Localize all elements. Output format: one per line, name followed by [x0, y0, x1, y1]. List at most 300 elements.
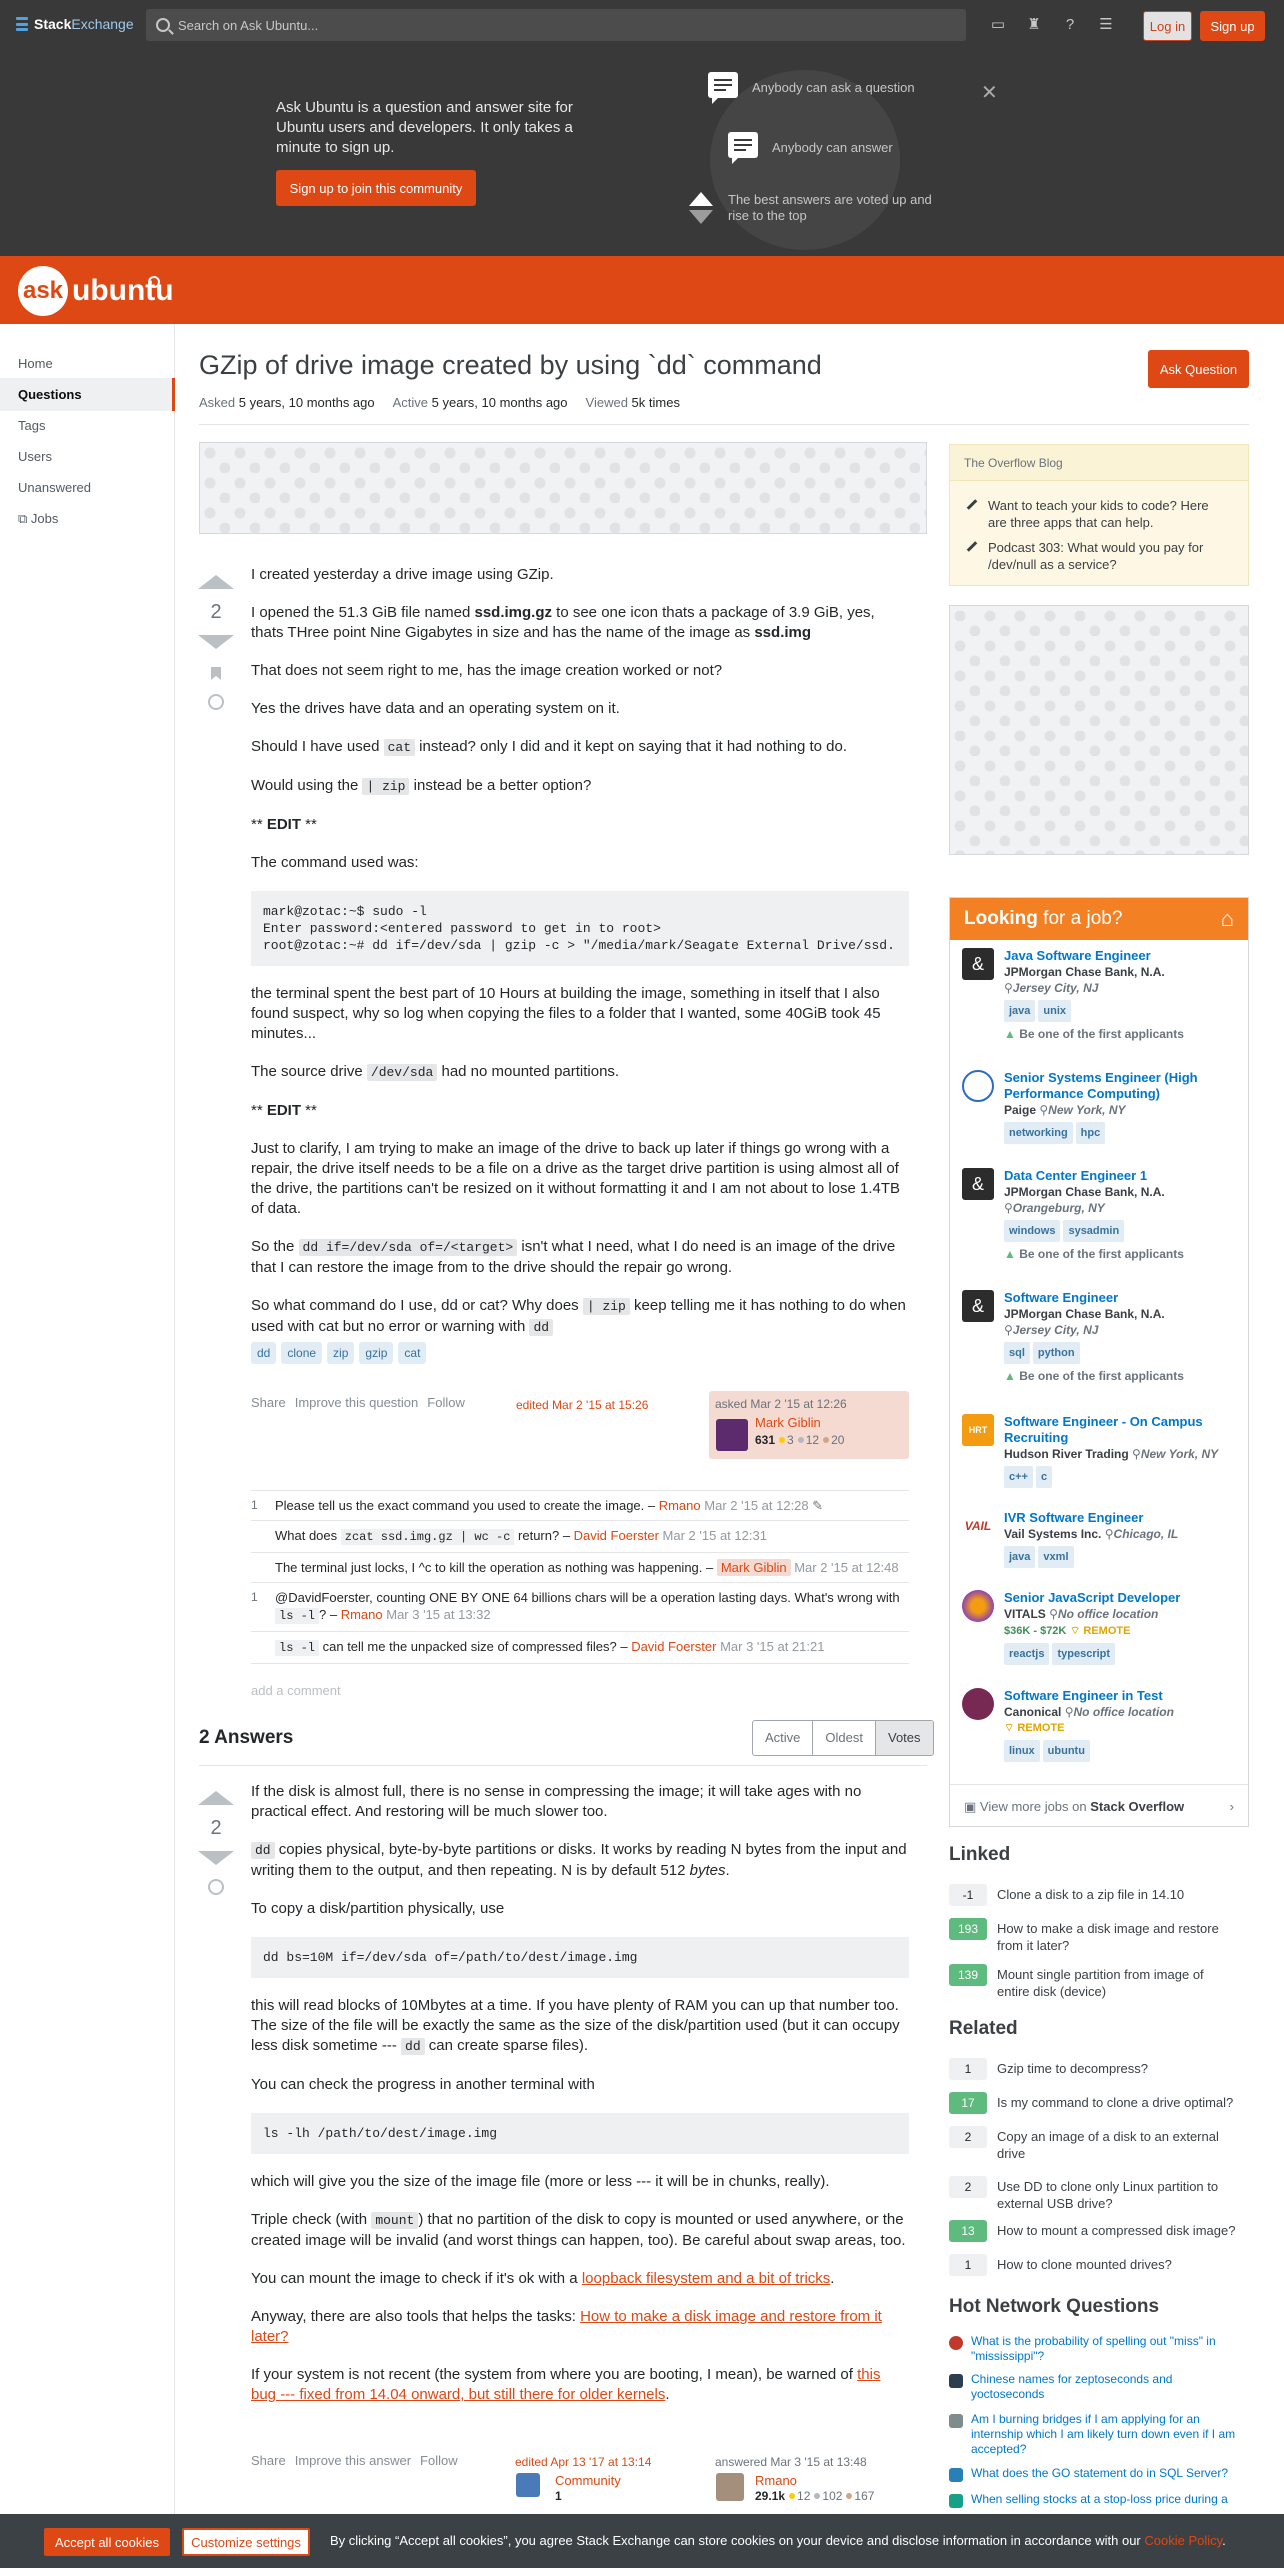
text: this will read blocks of 10Mbytes at a time. If you have plenty of RAM you can up that number too. The size of the file will be exactly the same as the size of the disk/partition used (but it can occupy less disk sometime ---: [251, 1997, 900, 2054]
improve-link[interactable]: Improve this question: [294, 1395, 419, 1410]
linked-heading: Linked: [949, 1844, 1011, 1865]
tag-gzip[interactable]: gzip: [359, 1342, 393, 1364]
follow-link[interactable]: Follow: [420, 2453, 458, 2468]
nav-tags[interactable]: Tags: [18, 418, 46, 433]
downvote-icon[interactable]: [198, 635, 234, 649]
user-reputation: [755, 1433, 844, 1447]
linked-question-title[interactable]: Clone a disk to a zip file in 14.10: [997, 1887, 1185, 1902]
job-company: JPMorgan Chase Bank, N.A.: [1004, 965, 1165, 979]
inline-code: ls -l: [275, 1640, 319, 1656]
job-title[interactable]: [1004, 1070, 1234, 1148]
site-switcher-icon[interactable]: ☰: [1099, 16, 1113, 33]
user-reputation: [755, 2489, 874, 2503]
score-badge: 17: [949, 2092, 987, 2114]
answer-paragraph: [251, 1840, 909, 1881]
cookie-message: By clicking “Accept all cookies”, you agree Stack Exchange can store cookies on your device and disclose information in accordance with our: [330, 2533, 1145, 2548]
gold-count: 12: [797, 2489, 811, 2503]
note-text: Be one of the first applicants: [1019, 1369, 1184, 1383]
job-company: JPMorgan Chase Bank, N.A.: [1004, 1307, 1165, 1321]
comment-date[interactable]: Mar 3 '15 at 13:32: [386, 1607, 491, 1622]
text: The source drive: [251, 1063, 367, 1080]
code-block: dd bs=10M if=/dev/sda of=/path/to/dest/image.img: [251, 1937, 909, 1978]
customize-settings-button[interactable]: Customize settings: [182, 2528, 310, 2556]
job-tag[interactable]: c: [1036, 1466, 1052, 1488]
inbox-icon[interactable]: ▭: [990, 16, 1006, 33]
site-icon: [949, 2336, 963, 2350]
logo-stack-text: Stack: [34, 16, 72, 32]
gold-badge-icon: [779, 1437, 785, 1443]
job-location: ⚲New York, NY: [1132, 1447, 1219, 1461]
job-location: ⚲Chicago, IL: [1104, 1527, 1179, 1541]
job-location: ⚲Jersey City, NJ: [1004, 1323, 1099, 1337]
comment-text: Please tell us the exact command you used to create the image. –: [275, 1498, 659, 1513]
hero-feature-answer: [728, 132, 893, 158]
reputation-score: 631: [755, 1433, 776, 1447]
downvote-icon[interactable]: [198, 1851, 234, 1865]
company-logo: [962, 1590, 994, 1622]
job-title[interactable]: [1004, 1168, 1234, 1262]
answer-vote-count: 2: [210, 1817, 222, 1839]
edited-link[interactable]: edited Mar 2 '15 at 15:26: [516, 1398, 649, 1412]
job-tag[interactable]: linux: [1004, 1740, 1040, 1762]
site-icon: [949, 2494, 963, 2508]
site-icon: [949, 2468, 963, 2482]
job-salary-line: [1004, 1622, 1234, 1639]
question-paragraph: [251, 737, 909, 758]
job-title-text[interactable]: Software Engineer: [1004, 1290, 1119, 1305]
job-title[interactable]: [1004, 1290, 1234, 1384]
comment-date[interactable]: Mar 2 '15 at 12:48: [794, 1560, 899, 1575]
sort-active-tab[interactable]: Active: [753, 1721, 813, 1755]
score-badge: 1: [949, 2254, 987, 2276]
related-question-title[interactable]: Gzip time to decompress?: [997, 2061, 1149, 2076]
question-body: [251, 565, 909, 1356]
site-icon: [949, 2414, 963, 2428]
bronze-badge-icon: [846, 2493, 852, 2499]
search-icon: [156, 18, 170, 32]
logo-exchange-text: Exchange: [71, 16, 134, 32]
silver-count: 102: [822, 2489, 843, 2503]
company-logo: [962, 1688, 994, 1720]
silver-badge-icon: [798, 1437, 804, 1443]
text: If your system is not recent (the system from where you are booting, I mean), be warned of: [251, 2366, 858, 2383]
active-value[interactable]: 5 years, 10 months ago: [431, 395, 568, 410]
inline-code: | zip: [583, 1298, 630, 1315]
related-question-title[interactable]: How to clone mounted drives?: [997, 2257, 1172, 2272]
related-question-title[interactable]: Copy an image of a disk to an external drive: [997, 2129, 1219, 2161]
history-icon[interactable]: [208, 694, 224, 710]
share-link[interactable]: Share: [251, 1395, 286, 1410]
job-title-text[interactable]: Software Engineer - On Campus Recruiting: [1004, 1414, 1203, 1445]
pencil-icon: [967, 541, 978, 552]
view-more-jobs-link[interactable]: [950, 1784, 1248, 1826]
silver-count: 12: [805, 1433, 820, 1447]
follow-link[interactable]: Follow: [427, 1395, 465, 1410]
help-icon[interactable]: ?: [1065, 15, 1075, 33]
text: Anyway, there are also tools that helps the tasks:: [251, 2308, 581, 2325]
up-arrow-icon: ▲: [1004, 1369, 1016, 1383]
job-title[interactable]: [1004, 1414, 1234, 1492]
job-title-text[interactable]: IVR Software Engineer: [1004, 1510, 1144, 1525]
site-header: [0, 256, 1284, 324]
reputation-score: 1: [555, 2489, 562, 2503]
text: **: [251, 816, 267, 833]
user-name[interactable]: Mark Giblin: [755, 1415, 821, 1430]
answer-paragraph: To copy a disk/partition physically, use: [251, 1900, 505, 1917]
job-company-line: [1004, 1526, 1234, 1542]
text: instead be a better option?: [409, 777, 592, 794]
briefcase-icon: ▣: [964, 1799, 980, 1814]
hero-feature-answer-text: Anybody can answer: [772, 140, 893, 155]
job-company-line: [1004, 1704, 1234, 1720]
hero-feature-votes: [688, 192, 938, 226]
nav-unanswered[interactable]: Unanswered: [18, 480, 91, 495]
score-badge: 2: [949, 2126, 987, 2148]
text: copies physical, byte-by-byte partitions or disks. It works by reading N bytes from the input and writing them to the output, and then repeating. N is by default 512: [251, 1841, 907, 1879]
job-location-text: Jersey City, NJ: [1012, 981, 1099, 995]
tag-dd[interactable]: dd: [251, 1342, 276, 1364]
related-question-title[interactable]: Use DD to clone only Linux partition to external USB drive?: [997, 2179, 1219, 2211]
job-tag[interactable]: windows: [1004, 1220, 1060, 1242]
search-placeholder: Search on Ask Ubuntu...: [178, 17, 319, 33]
comment-score: 1: [251, 1498, 258, 1512]
text: **: [301, 1102, 317, 1119]
blog-item-link[interactable]: Want to teach your kids to code? Here are three apps that can help.: [988, 498, 1209, 530]
company-logo: &: [962, 1168, 994, 1200]
text: I opened the 51.3 GiB file named: [251, 604, 475, 621]
overflow-blog-widget: [949, 444, 1249, 586]
question-paragraph: I created yesterday a drive image using GZip.: [251, 566, 554, 583]
search-input[interactable]: [146, 9, 966, 41]
job-tags: [1004, 1342, 1234, 1364]
remote-badge: [1004, 1720, 1234, 1736]
divider: [199, 424, 1249, 425]
question-vote-cell: [198, 575, 234, 710]
job-tag[interactable]: sql: [1004, 1342, 1030, 1364]
text: had no mounted partitions.: [437, 1063, 620, 1080]
answer-paragraph: [251, 2365, 909, 2405]
wifi-icon: ⌔: [1004, 1722, 1015, 1734]
job-title-text[interactable]: Software Engineer in Test: [1004, 1688, 1163, 1703]
comment: [251, 1520, 909, 1552]
ask-question-button[interactable]: Ask Question: [1148, 350, 1249, 388]
improve-link[interactable]: Improve this answer: [294, 2453, 412, 2468]
inline-code: /dev/sda: [367, 1064, 437, 1081]
up-arrow-icon: ▲: [1004, 1027, 1016, 1041]
sort-oldest-tab[interactable]: Oldest: [813, 1721, 876, 1755]
comment-date[interactable]: Mar 3 '15 at 21:21: [720, 1639, 825, 1654]
job-location-text: No office location: [1057, 1607, 1159, 1621]
job-title-text[interactable]: Data Center Engineer 1: [1004, 1168, 1148, 1183]
signup-button[interactable]: Sign up: [1200, 11, 1265, 41]
answer-owner-card: [709, 2449, 909, 2509]
comment-text: ? –: [319, 1607, 341, 1622]
answer-paragraph: You can check the progress in another terminal with: [251, 2076, 595, 2093]
inline-code: ls -l: [275, 1608, 319, 1624]
sidebar-advertisement: [949, 605, 1249, 855]
user-name[interactable]: Rmano: [755, 2473, 797, 2488]
answer-paragraph: [251, 1996, 909, 2057]
question-paragraph: [251, 1296, 909, 1338]
answer-sort-tabs: [752, 1720, 934, 1756]
job-company: JPMorgan Chase Bank, N.A.: [1004, 1185, 1165, 1199]
avatar[interactable]: [716, 1419, 748, 1451]
job-location: ⚲No office location: [1049, 1607, 1159, 1621]
bold-text: EDIT: [266, 816, 302, 833]
signup-hero: [0, 50, 1284, 256]
bug-link[interactable]: this bug --- fixed from 14.04 onward, but still there for older kernels: [251, 2366, 881, 2403]
job-salary: $36K - $72K: [1004, 1625, 1067, 1637]
text: to see one icon thats a package of 3.9 GiB, yes, thats THree point Nine Gigabytes in size and has the name of the image as: [251, 604, 875, 641]
text: .: [665, 2386, 670, 2403]
text: keep telling me it has nothing to do when used with cat but no error or warning with: [251, 1297, 906, 1335]
inline-code: mount: [371, 2212, 418, 2229]
login-button[interactable]: Log in: [1143, 11, 1192, 41]
viewed-label: Viewed: [585, 395, 628, 410]
job-tag[interactable]: python: [1033, 1342, 1080, 1364]
upvote-icon[interactable]: [198, 1791, 234, 1805]
nav-users[interactable]: Users: [18, 449, 52, 464]
question-paragraph: [251, 1062, 909, 1083]
edit-marker: [251, 815, 909, 835]
nav-jobs[interactable]: [18, 511, 58, 527]
comment-author[interactable]: Rmano: [658, 1498, 701, 1513]
bookmark-icon[interactable]: [211, 667, 221, 680]
job-tag[interactable]: c++: [1004, 1466, 1033, 1488]
linked-question-title[interactable]: How to make a disk image and restore from it later?: [997, 1921, 1219, 1953]
job-title[interactable]: [1004, 1510, 1234, 1572]
job-title[interactable]: [1004, 1590, 1234, 1669]
question-paragraph: Just to clarify, I am trying to make an image of the drive to back up later if things go wrong with a repair, the drive itself needs to be a file on a drive as the target drive partition is using almost all of the drive, the partitions can't be resized on it without formatting it and I am not about to lose 1.4TB of data.: [251, 1140, 901, 1217]
hero-signup-button[interactable]: Sign up to join this community: [276, 170, 476, 206]
answer-paragraph: [251, 2269, 909, 2289]
score-badge: 2: [949, 2176, 987, 2198]
jobs-header-bold: Looking: [964, 908, 1038, 929]
italic-text: bytes: [689, 1862, 726, 1879]
accept-cookies-button[interactable]: Accept all cookies: [44, 2528, 170, 2556]
logo-ubuntu-text: ubuntu: [72, 274, 174, 307]
score-badge: 139: [949, 1964, 987, 1986]
job-tag[interactable]: unix: [1038, 1000, 1071, 1022]
job-company-line: [1004, 1446, 1234, 1462]
comment-author[interactable]: David Foerster: [573, 1528, 659, 1543]
question-paragraph: That does not seem right to me, has the image creation worked or not?: [251, 662, 723, 679]
nav-questions[interactable]: Questions: [18, 387, 82, 402]
comment-author[interactable]: Rmano: [340, 1607, 383, 1622]
hot-question-title[interactable]: Am I burning bridges if I am applying for an internship which I am likely turn down even if I am accepted?: [971, 2412, 1236, 2456]
add-comment-link[interactable]: add a comment: [251, 1683, 341, 1698]
edited-link[interactable]: edited Apr 13 '17 at 13:14: [515, 2455, 652, 2469]
jobs-illustration-icon: ⌂: [1220, 906, 1234, 931]
job-title-text[interactable]: Senior JavaScript Developer: [1004, 1590, 1181, 1605]
remote-text: REMOTE: [1083, 1625, 1131, 1637]
comment-text: What does: [275, 1528, 341, 1543]
job-location-text: Jersey City, NJ: [1012, 1323, 1099, 1337]
footer-text: View more jobs on: [979, 1799, 1091, 1814]
editor-name[interactable]: Community: [555, 2473, 621, 2488]
job-tag[interactable]: java: [1004, 1000, 1035, 1022]
score-badge: 193: [949, 1918, 987, 1940]
close-icon[interactable]: ✕: [981, 82, 998, 104]
community-avatar[interactable]: [516, 2473, 540, 2497]
job-title[interactable]: [1004, 1688, 1234, 1766]
inline-code: zcat ssd.img.gz | wc -c: [341, 1529, 515, 1545]
related-question-title[interactable]: Is my command to clone a drive optimal?: [997, 2095, 1234, 2110]
bronze-badge-icon: [823, 1437, 829, 1443]
asked-label: Asked: [199, 395, 236, 410]
top-bar: [0, 0, 1284, 50]
reputation-score: 29.1k: [755, 2489, 786, 2503]
question-vote-count: 2: [210, 601, 222, 623]
gold-count: 3: [787, 1433, 794, 1447]
job-tag[interactable]: reactjs: [1004, 1643, 1049, 1665]
share-link[interactable]: Share: [251, 2453, 286, 2468]
cookie-consent-bar: [0, 2514, 1284, 2568]
question-paragraph: the terminal spent the best part of 10 Hours at building the image, something in itself that I also found suspect, why so log when copying the files to a folder that I wanted, some 40GiB took 45 minutes...: [251, 985, 881, 1042]
answer-bubble-icon: [728, 132, 758, 158]
comment-date[interactable]: Mar 2 '15 at 12:28: [704, 1498, 809, 1513]
chevron-right-icon: ›: [1229, 1799, 1234, 1814]
job-tags: [1004, 1122, 1234, 1144]
hero-feature-ask: [708, 72, 915, 98]
job-tag[interactable]: sysadmin: [1063, 1220, 1124, 1242]
stackexchange-logo[interactable]: [16, 16, 134, 32]
hero-feature-ask-text: Anybody can ask a question: [752, 80, 915, 95]
edit-marker: [251, 1101, 909, 1121]
answer-vote-cell: [198, 1791, 234, 1895]
disk-image-link[interactable]: How to make a disk image and restore from it later?: [251, 2308, 882, 2345]
text: instead? only I did and it kept on saying that it had nothing to do.: [415, 738, 847, 755]
gold-badge-icon: [789, 2493, 795, 2499]
nav-home[interactable]: Home: [18, 356, 53, 371]
comment-date[interactable]: Mar 2 '15 at 12:31: [662, 1528, 767, 1543]
job-tag[interactable]: ubuntu: [1043, 1740, 1090, 1762]
trophy-icon[interactable]: ♜: [1027, 16, 1041, 33]
job-company: VITALS: [1004, 1607, 1046, 1621]
answer-paragraph: [251, 2210, 909, 2251]
logo-ask-text: ask: [18, 266, 68, 316]
question-paragraph: Yes the drives have data and an operating system on it.: [251, 700, 620, 717]
linked-question-title[interactable]: Mount single partition from image of entire disk (device): [997, 1967, 1204, 1999]
question-title[interactable]: GZip of drive image created by using `dd` command: [199, 350, 822, 380]
upvote-icon[interactable]: [198, 575, 234, 589]
company-logo: HRT: [962, 1414, 994, 1446]
text: You can mount the image to check if it's ok with a: [251, 2270, 582, 2287]
nav-jobs-label: Jobs: [30, 511, 59, 526]
job-location-text: Chicago, IL: [1113, 1527, 1179, 1541]
job-tag[interactable]: java: [1004, 1546, 1035, 1568]
text: Triple check (with: [251, 2211, 372, 2228]
hot-question-title[interactable]: What does the GO statement do in SQL Server?: [971, 2466, 1229, 2480]
answer-paragraph: [251, 2307, 909, 2347]
job-location-text: New York, NY: [1140, 1447, 1219, 1461]
site-icon: [949, 2374, 963, 2388]
note-text: Be one of the first applicants: [1019, 1247, 1184, 1261]
job-tag[interactable]: networking: [1004, 1122, 1073, 1144]
inline-code: dd: [251, 1842, 275, 1859]
answer-post-menu: [251, 2453, 458, 2468]
text: So the: [251, 1238, 299, 1255]
text: .: [830, 2270, 835, 2287]
asked-meta: [199, 395, 375, 410]
first-applicants-note: [1004, 1368, 1234, 1384]
advertisement-banner: [199, 442, 927, 534]
stackexchange-icon: [16, 17, 28, 31]
job-location-text: Orangeburg, NY: [1012, 1201, 1105, 1215]
up-arrow-icon: ▲: [1004, 1247, 1016, 1261]
comment-score: 1: [251, 1590, 258, 1604]
job-tags: [1004, 1740, 1234, 1762]
text: So what command do I use, dd or cat? Why does: [251, 1297, 583, 1314]
avatar[interactable]: [716, 2473, 744, 2501]
vote-arrows-icon: [688, 192, 714, 226]
bronze-count: 167: [854, 2489, 875, 2503]
top-icons: [988, 14, 1116, 34]
comment: [251, 1631, 909, 1664]
bronze-count: 20: [831, 1433, 845, 1447]
related-question-title[interactable]: How to mount a compressed disk image?: [997, 2223, 1236, 2238]
remote-text: REMOTE: [1017, 1722, 1065, 1734]
jobs-header-rest: for a job?: [1037, 908, 1123, 929]
job-tag[interactable]: vxml: [1038, 1546, 1073, 1568]
hot-question-title[interactable]: Chinese names for zeptoseconds and yoctoseconds: [971, 2372, 1173, 2401]
job-tag[interactable]: hpc: [1076, 1122, 1106, 1144]
job-tag[interactable]: typescript: [1052, 1643, 1115, 1665]
hot-question-title[interactable]: When selling stocks at a stop-loss price during a: [971, 2492, 1228, 2506]
job-location: ⚲Orangeburg, NY: [1004, 1201, 1105, 1215]
job-title[interactable]: [1004, 948, 1234, 1042]
comment-author[interactable]: Mark Giblin: [717, 1559, 791, 1576]
related-heading: Related: [949, 2018, 1018, 2039]
askubuntu-logo[interactable]: [18, 266, 174, 316]
inline-code: cat: [384, 739, 415, 756]
hero-feature-votes-text: The best answers are voted up and rise to the top: [728, 192, 932, 223]
bold-text: EDIT: [266, 1102, 302, 1119]
cookie-policy-link[interactable]: Cookie Policy: [1144, 2533, 1223, 2548]
code-block: ls -lh /path/to/dest/image.img: [251, 2113, 909, 2154]
job-company-line: [1004, 1102, 1234, 1118]
answer-paragraph: If the disk is almost full, there is no sense in compressing the image; it will take ages with no practical effect. And restoring will be much slower too.: [251, 1783, 862, 1820]
active-meta: [393, 395, 568, 410]
text: **: [301, 816, 317, 833]
ubuntu-circle-icon: [148, 276, 160, 288]
answer-paragraph: which will give you the size of the image file (more or less --- it will be in chunks, really).: [251, 2173, 830, 2190]
edit-pencil-icon[interactable]: ✎: [812, 1498, 824, 1513]
job-title-text[interactable]: Java Software Engineer: [1004, 948, 1151, 963]
tag-cat[interactable]: cat: [398, 1342, 426, 1364]
job-tags: [1004, 1220, 1234, 1242]
tag-zip[interactable]: zip: [327, 1342, 354, 1364]
company-logo: &: [962, 1290, 994, 1322]
text: Should I have used: [251, 738, 384, 755]
job-title-text[interactable]: Senior Systems Engineer (High Performance Computing): [1004, 1070, 1198, 1101]
hot-question-title[interactable]: What is the probability of spelling out "miss" in "mississippi"?: [971, 2334, 1216, 2363]
footer-bold: Stack Overflow: [1090, 1799, 1185, 1814]
comment: [251, 1552, 909, 1582]
job-tags: [1004, 1466, 1234, 1488]
loopback-link[interactable]: loopback filesystem and a bit of tricks: [581, 2270, 831, 2287]
history-icon[interactable]: [208, 1879, 224, 1895]
sort-votes-tab[interactable]: Votes: [876, 1721, 933, 1755]
comment-author[interactable]: David Foerster: [631, 1639, 717, 1654]
tag-clone[interactable]: clone: [281, 1342, 322, 1364]
blog-item-link[interactable]: Podcast 303: What would you pay for /dev/null as a service?: [988, 540, 1204, 572]
left-sidebar: [0, 324, 175, 2514]
inline-code: dd if=/dev/sda of=/<target>: [299, 1239, 518, 1256]
divider: [199, 1765, 927, 1766]
jobs-header: [950, 898, 1248, 940]
inline-code: dd: [401, 2038, 425, 2055]
